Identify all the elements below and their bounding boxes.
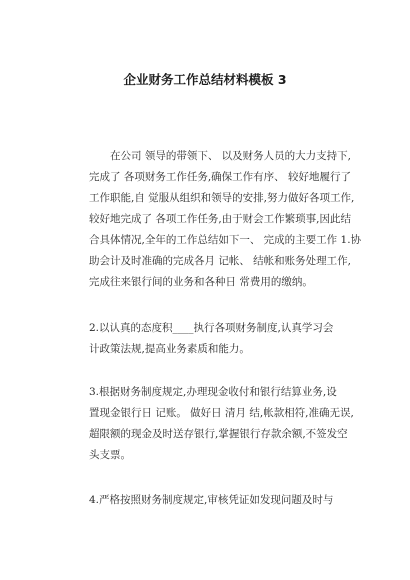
paragraph-2 — [89, 318, 357, 360]
paragraph-line: 2.以认真的态度积____执行各项财务制度,认真学习会 — [89, 322, 334, 334]
paragraph-line: 计政策法规,提高业务素质和能力。 — [89, 343, 250, 355]
paragraph-line: 头支票。 — [89, 449, 131, 461]
paragraph-line: 4.严格按照财务制度规定,审核凭证如发现问题及时与 — [89, 494, 334, 506]
paragraph-line: 完成往来银行间的业务和各种日 常费用的缴纳。 — [89, 276, 313, 288]
paragraph-line: 合具体情况,全年的工作总结如下一、 完成的主要工作 1.协 — [89, 234, 362, 246]
paragraph-line: 置现金银行日 记账。 做好日 清月 结,帐款相符,准确无误, — [89, 407, 354, 419]
paragraph-line: 工作职能,自 觉服从组织和领导的安排,努力做好各项工作, — [89, 192, 355, 204]
paragraph-line: 完成了 各项财务工作任务,确保工作有序、 较好地履行了 — [89, 171, 352, 183]
paragraph-1 — [89, 146, 362, 293]
paragraph-line: 在公司 领导的带领下、 以及财务人员的大力支持下, — [89, 150, 352, 162]
paragraph-line: 3.根据财务制度规定,办理现金收付和银行结算业务,设 — [89, 386, 337, 398]
paragraph-line: 较好地完成了 各项工作任务,由于财会工作繁琐事,因此结 — [89, 213, 352, 225]
paragraph-3 — [89, 382, 357, 466]
document-title: 企业财务工作总结材料模板 3 — [123, 72, 287, 87]
paragraph-4 — [89, 490, 357, 511]
paragraph-line: 超限额的现金及时送存银行,掌握银行存款余额,不签发空 — [89, 428, 348, 440]
paragraph-line: 助会计及时准确的完成各月 记帐、 结帐和账务处理工作, — [89, 255, 352, 267]
